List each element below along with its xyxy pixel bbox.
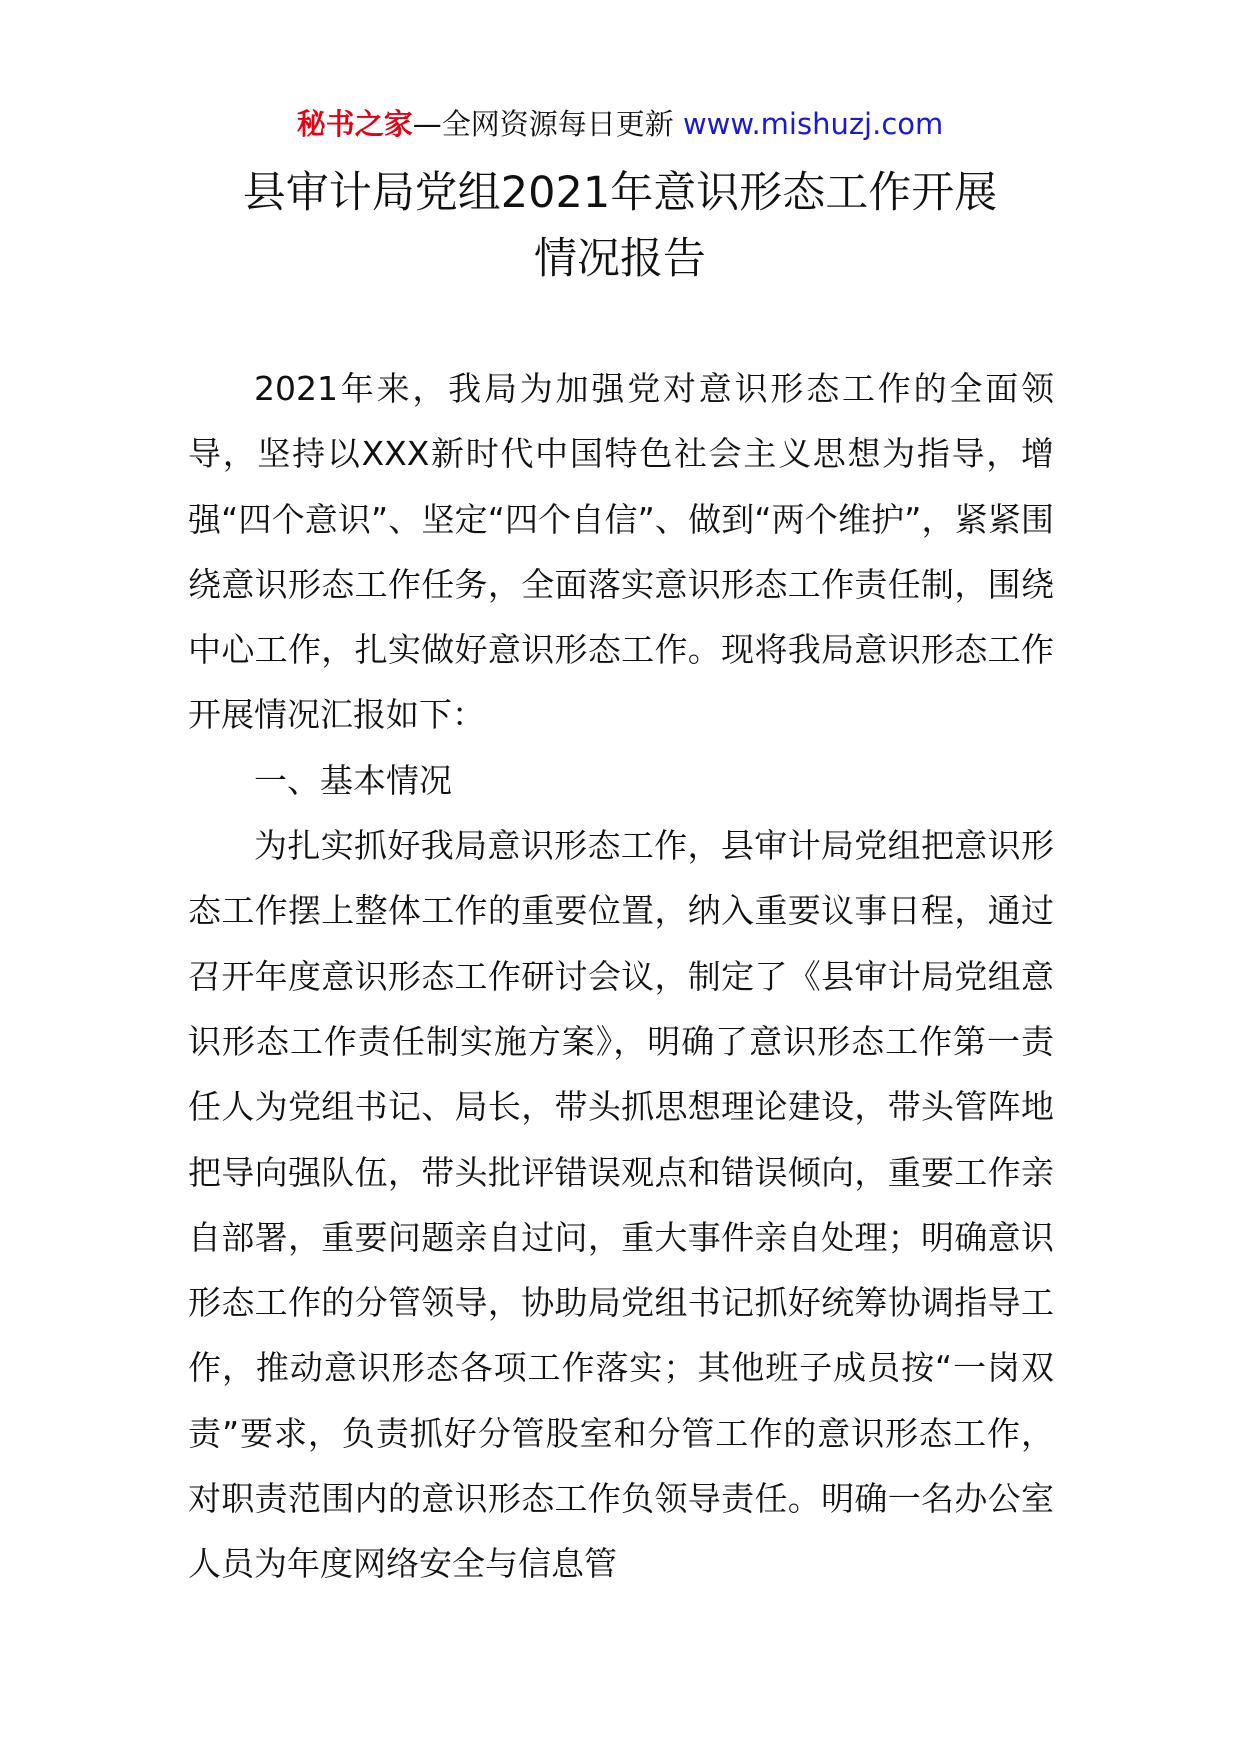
site-tagline: —全网资源每日更新 xyxy=(412,107,683,141)
title-line-1: 县审计局党组2021年意识形态工作开展 xyxy=(242,168,998,218)
site-header xyxy=(0,104,1240,144)
document-body xyxy=(188,356,1054,1597)
section-heading-basic: 一、基本情况 xyxy=(254,760,452,800)
basic-situation-paragraph: 为扎实抓好我局意识形态工作，县审计局党组把意识形态工作摆上整体工作的重要位置，纳入重要议事日程，通过召开年度意识形态工作研讨会议，制定了《县审计局党组意识形态工作责任制实施方案》，明确了意识形态工作第一责任人为党组书记、局长，带头抓思想理论建设，带头管阵地把导向强队伍，带头批评错误观点和错误倾向，重要工作亲自部署，重要问题亲自过问，重大事件亲自处理；明确意识形态工作的分管领导，协助局党组书记抓好统筹协调指导工作，推动意识形态各项工作落实；其他班子成员按“一岗双责”要求，负责抓好分管股室和分管工作的意识形态工作，对职责范围内的意识形态工作负领导责任。明确一名办公室人员为年度网络安全与信息管 xyxy=(188,826,1054,1584)
site-url-link[interactable]: www.mishuzj.com xyxy=(682,107,944,141)
brand-name: 秘书之家 xyxy=(296,107,413,141)
intro-paragraph: 2021年来，我局为加强党对意识形态工作的全面领导，坚持以XXX新时代中国特色社会主义思想为指导，增强“四个意识”、坚定“四个自信”、做到“两个维护”，紧紧围绕意识形态工作任务，全面落实意识形态工作责任制，围绕中心工作，扎实做好意识形态工作。现将我局意识形态工作开展情况汇报如下： xyxy=(188,369,1054,735)
document-title xyxy=(0,160,1240,292)
title-line-2: 情况报告 xyxy=(534,234,706,284)
